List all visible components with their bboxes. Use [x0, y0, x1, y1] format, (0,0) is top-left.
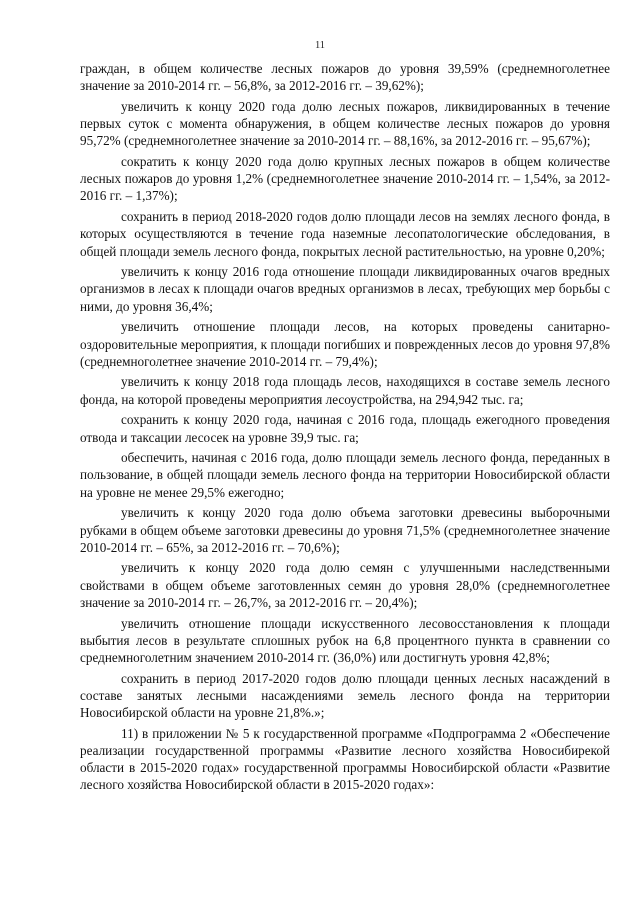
paragraph-2: увеличить к концу 2020 года долю лесных пожаров, ликвидированных в течение первых суток с момента обнаружения, в общем количестве лесных пожаров до уровня 95,72% (среднемноголетнее значение за 2010-2014 гг. – 88,16%, за 2012-2016 гг. – 95,67%);: [80, 98, 610, 149]
paragraph-8: сохранить к концу 2020 года, начиная с 2016 года, площадь ежегодного проведения отвода и таксации лесосек на уровне 39,9 тыс. га;: [80, 412, 610, 445]
page-number: 11: [314, 40, 326, 51]
paragraph-13: сохранить в период 2017-2020 годов долю площади ценных лесных насаждений в составе занятых лесными насаждениями земель лесного фонда на территории Новосибирской области на уровне 21,8%.»;: [80, 670, 610, 721]
paragraph-10: увеличить к концу 2020 года долю объема заготовки древесины выборочными рубками в общем объеме заготовки древесины до уровня 71,5% (среднемноголетнее значение 2010-2014 гг. – 65%, за 2012-2016 гг. – 70,6%);: [80, 505, 610, 555]
paragraph-9: обеспечить, начиная с 2016 года, долю площади земель лесного фонда, переданных в пользование, в общей площади земель лесного фонда на территории Новосибирской области на уровне не менее 29,5% ежегодно;: [80, 450, 610, 500]
paragraph-12: увеличить отношение площади искусственного лесовосстановления к площади выбытия лесов в результате сплошных рубок на 6,8 процентного пункта в сравнении со среднемноголетним значением 2010-2014 гг. (36,0%) или достигнуть уровня 42,8%;: [80, 615, 610, 665]
paragraph-4: сохранить в период 2018-2020 годов долю площади лесов на землях лесного фонда, в которых осуществляются в течение года наземные лесопатологические обследования, в общей площади земель лесного фонда, покрытых лесной растительностью, на уровне 0,20%;: [80, 209, 610, 259]
paragraph-7: увеличить к концу 2018 года площадь лесов, находящихся в составе земель лесного фонда, на которой проведены мероприятия лесоустройства, на 294,942 тыс. га;: [80, 374, 610, 407]
paragraph-6: увеличить отношение площади лесов, на которых проведены санитарно-оздоровительные мероприятия, к площади погибших и поврежденных лесов до уровня 97,8% (среднемноголетнее значение 2010-2014 гг. – 79,4%);: [80, 319, 610, 369]
document-body: [80, 60, 610, 797]
paragraph-3: сократить к концу 2020 года долю крупных лесных пожаров в общем количестве лесных пожаров до уровня 1,2% (среднемноголетнее значение 2010-2014 гг. – 1,54%, за 2012-2016 гг. – 1,37%);: [80, 154, 610, 204]
paragraph-11: увеличить к концу 2020 года долю семян с улучшенными наследственными свойствами в общем объеме заготовленных семян до уровня 28,0% (среднемноголетнее значение за 2010-2014 гг. – 26,7%, за 2012-2016 гг. – 20,4%);: [80, 560, 610, 610]
paragraph-14: 11) в приложении № 5 к государственной программе «Подпрограмма 2 «Обеспечение реализации государственной программы «Развитие лесного хозяйства Новосибирекой области в 2015-2020 годах» государственной программы Новосибирской области «Развитие лесного хозяйства Новосибирской области в 2015-2020 годах»:: [80, 725, 610, 793]
paragraph-1: граждан, в общем количестве лесных пожаров до уровня 39,59% (среднемноголетнее значение за 2010-2014 гг. – 56,8%, за 2012-2016 гг. – 39,62%);: [80, 61, 610, 94]
paragraph-5: увеличить к концу 2016 года отношение площади ликвидированных очагов вредных организмов в лесах к площади очагов вредных организмов в лесах, требующих мер борьбы с ними, до уровня 36,4%;: [80, 264, 610, 314]
